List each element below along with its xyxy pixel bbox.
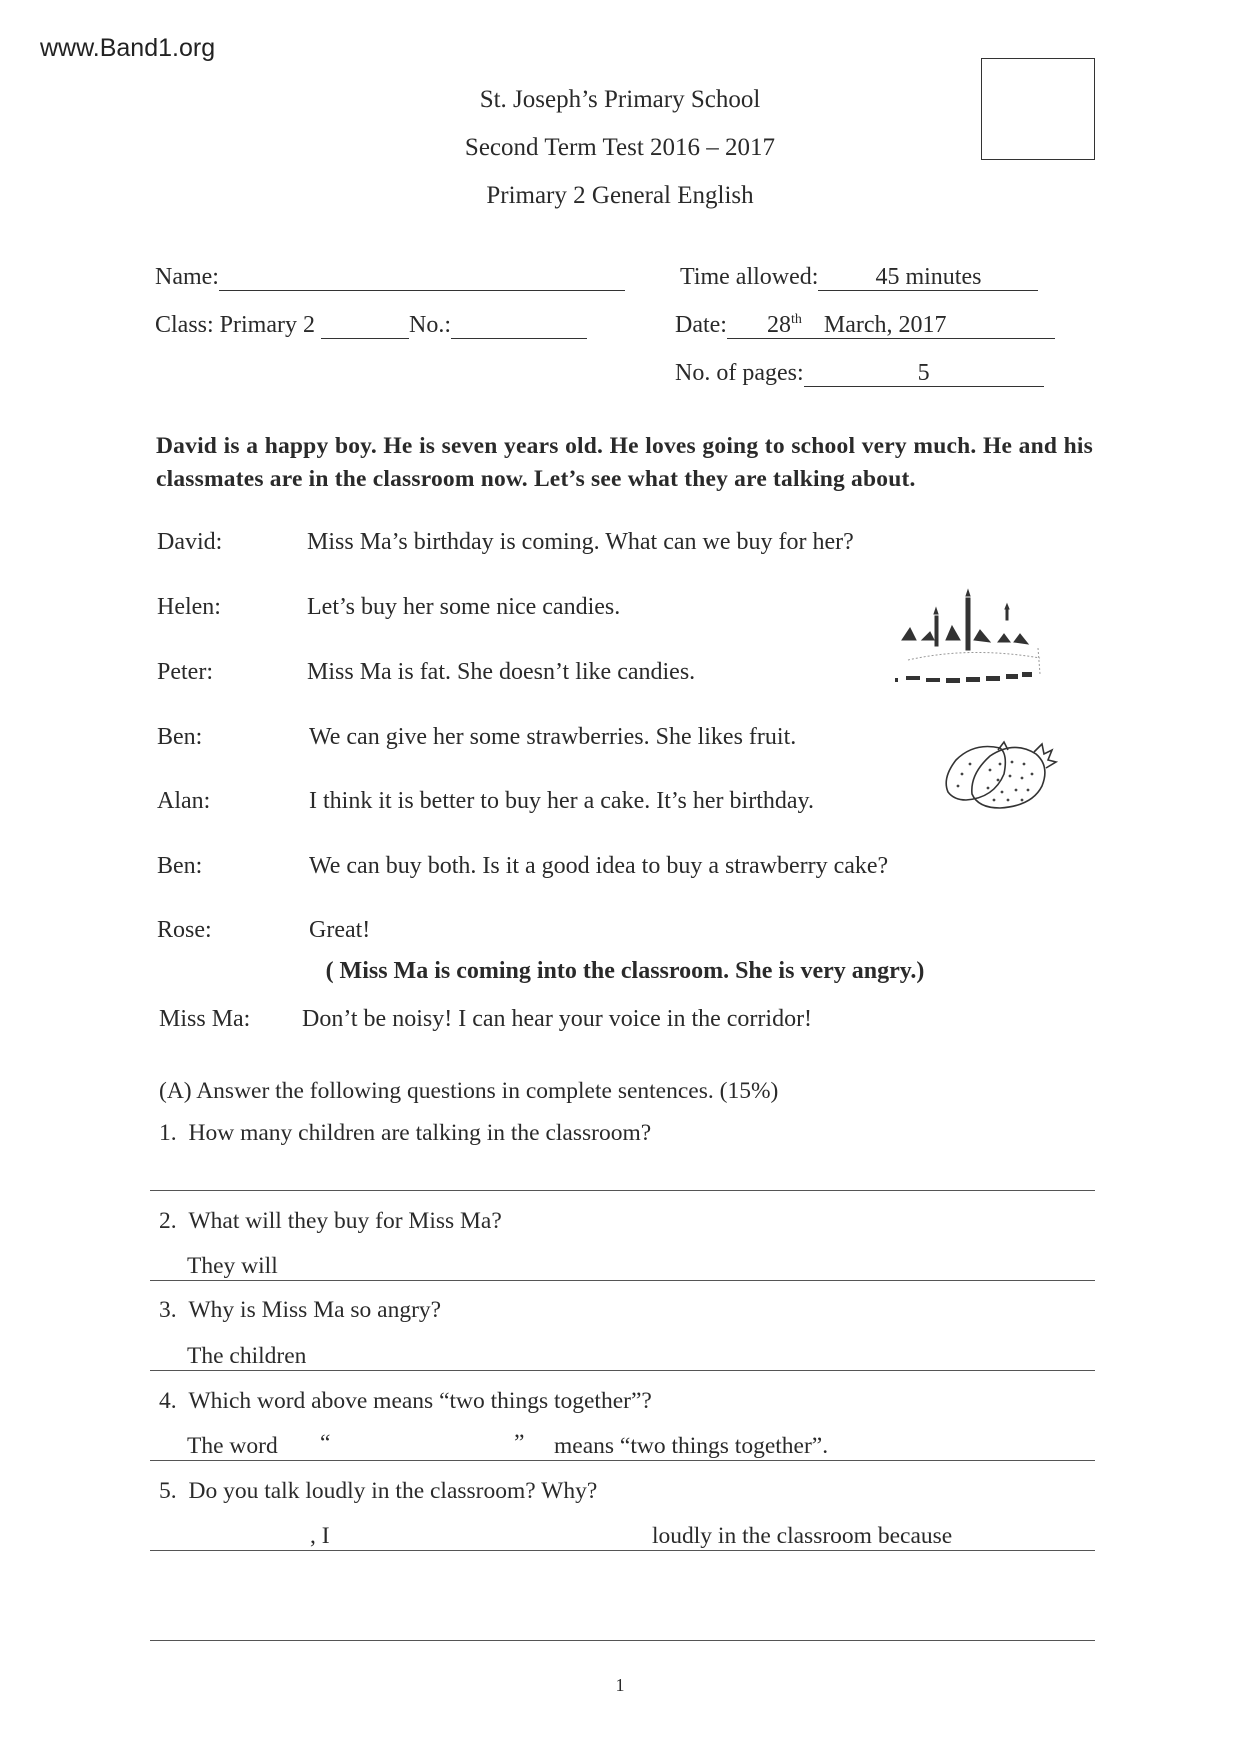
question-4-text: Which word above means “two things together”?: [188, 1388, 652, 1414]
class-blank[interactable]: [321, 312, 409, 339]
close-quote: ”: [514, 1430, 525, 1456]
name-blank[interactable]: [219, 264, 625, 291]
question-2-number: 2.: [159, 1208, 177, 1234]
no-label: No.:: [409, 312, 451, 338]
date-rest: March, 2017: [823, 312, 947, 338]
intro-paragraph: David is a happy boy. He is seven years old. He loves going to school very much. He and his classmates are in the classroom now. Let’s see what they are talking about.: [156, 433, 1093, 492]
date-value: [727, 312, 1055, 339]
date-label: Date:: [675, 312, 727, 338]
question-2: [159, 1208, 502, 1235]
answer-prompt-5: , I: [310, 1523, 330, 1549]
speaker-helen: Helen:: [157, 594, 221, 620]
subject-title: Primary 2 General English: [486, 182, 754, 209]
question-3-number: 3.: [159, 1297, 177, 1323]
speaker-peter: Peter:: [157, 659, 213, 685]
speaker-ben-1: Ben:: [157, 724, 203, 750]
pages-field: [675, 360, 1044, 387]
class-field: [155, 312, 587, 339]
line-rose: Great!: [309, 917, 371, 943]
question-5: [159, 1478, 597, 1505]
line-ben-1: We can give her some strawberries. She likes fruit.: [309, 724, 797, 750]
stage-direction: ( Miss Ma is coming into the classroom. She is very angry.): [325, 958, 925, 984]
name-field: [155, 264, 625, 291]
time-label: Time allowed:: [680, 264, 819, 290]
answer-line-5a[interactable]: [150, 1550, 1095, 1551]
answer-line-2[interactable]: [150, 1280, 1095, 1281]
class-label: Class: Primary 2: [155, 312, 315, 338]
open-quote: “: [320, 1430, 331, 1456]
answer-prompt-3: The children: [187, 1343, 307, 1369]
speaker-ben-2: Ben:: [157, 853, 203, 879]
line-miss-ma: Don’t be noisy! I can hear your voice in the corridor!: [302, 1006, 813, 1032]
answer-prompt-4: The word: [187, 1433, 278, 1459]
answer-line-5b[interactable]: [150, 1640, 1095, 1641]
speaker-rose: Rose:: [157, 917, 212, 943]
section-a-instruction: (A) Answer the following questions in complete sentences. (15%): [159, 1078, 779, 1104]
answer-prompt-2: They will: [187, 1253, 278, 1279]
question-1-number: 1.: [159, 1120, 177, 1146]
question-5-text: Do you talk loudly in the classroom? Why?: [188, 1478, 598, 1504]
name-label: Name:: [155, 264, 219, 290]
time-value: 45 minutes: [818, 264, 1038, 291]
line-ben-2: We can buy both. Is it a good idea to buy a strawberry cake?: [309, 853, 889, 879]
strawberry-icon: [938, 734, 1058, 816]
date-field: [675, 312, 1055, 339]
speaker-david: David:: [157, 529, 223, 555]
score-box: [981, 58, 1095, 160]
pages-value: 5: [804, 360, 1044, 387]
answer-line-4[interactable]: [150, 1460, 1095, 1461]
line-alan: I think it is better to buy her a cake. It’s her birthday.: [309, 788, 814, 814]
birthday-cake-icon: [890, 588, 1060, 700]
no-blank[interactable]: [451, 312, 587, 339]
question-1-text: How many children are talking in the classroom?: [188, 1120, 652, 1146]
watermark-url: www.Band1.org: [40, 34, 216, 62]
question-4-number: 4.: [159, 1388, 177, 1414]
answer-line-3[interactable]: [150, 1370, 1095, 1371]
question-2-text: What will they buy for Miss Ma?: [188, 1208, 502, 1234]
question-1: [159, 1120, 651, 1147]
line-david: Miss Ma’s birthday is coming. What can we buy for her?: [307, 529, 854, 555]
test-title: Second Term Test 2016 – 2017: [464, 134, 776, 161]
answer-line-1[interactable]: [150, 1190, 1095, 1191]
question-4: [159, 1388, 652, 1415]
answer-prompt-4-end: means “two things together”.: [554, 1433, 829, 1459]
line-peter: Miss Ma is fat. She doesn’t like candies.: [307, 659, 696, 685]
speaker-miss-ma: Miss Ma:: [159, 1006, 251, 1032]
pages-label: No. of pages:: [675, 360, 804, 386]
line-helen: Let’s buy her some nice candies.: [307, 594, 621, 620]
date-sup: th: [790, 312, 802, 327]
speaker-alan: Alan:: [157, 788, 211, 814]
question-5-number: 5.: [159, 1478, 177, 1504]
question-3: [159, 1297, 441, 1324]
question-3-text: Why is Miss Ma so angry?: [188, 1297, 442, 1323]
time-allowed-field: [680, 264, 1038, 291]
page-number: 1: [615, 1675, 625, 1695]
school-name: St. Joseph’s Primary School: [479, 86, 761, 113]
answer-prompt-5-end: loudly in the classroom because: [652, 1523, 953, 1549]
date-day: 28: [766, 312, 791, 338]
